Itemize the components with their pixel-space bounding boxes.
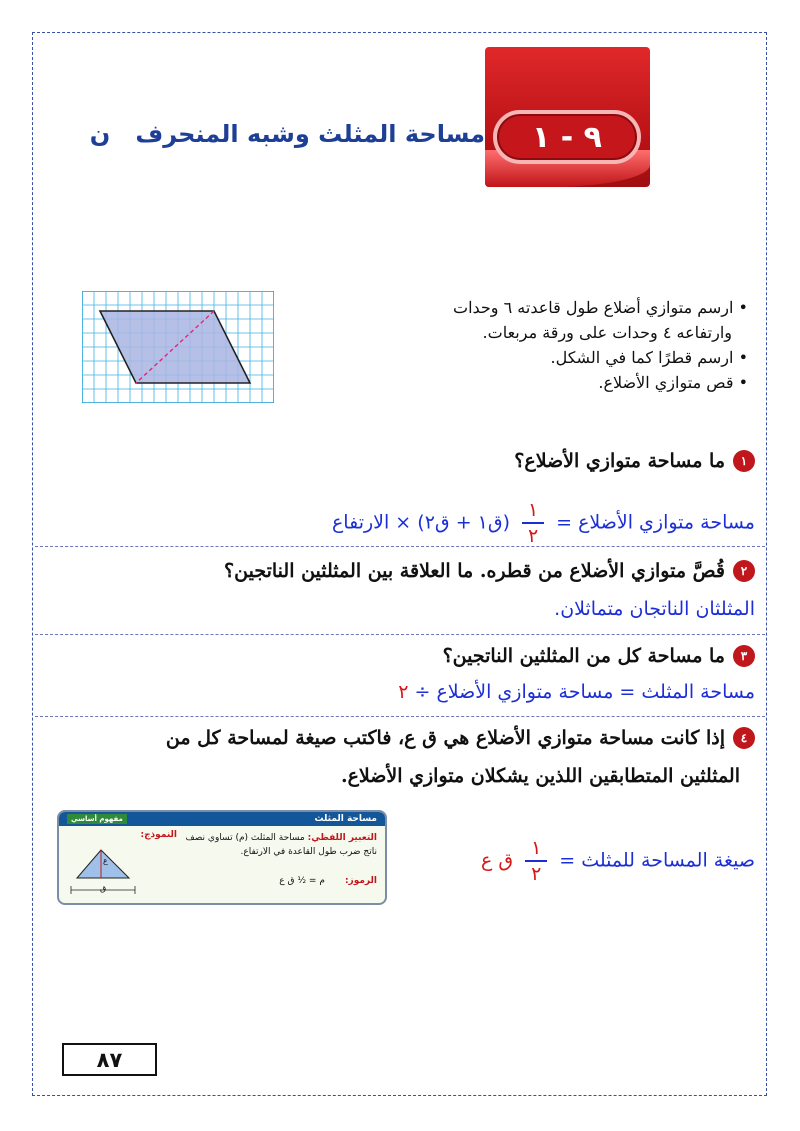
question-3 xyxy=(443,645,755,667)
verbal-label: التعبير اللفظي: xyxy=(307,833,377,843)
model-base: ق xyxy=(100,884,107,893)
fraction-denominator: ٢ xyxy=(527,525,539,547)
answer-4 xyxy=(481,838,755,884)
concept-tag: مفهوم أساسي xyxy=(67,814,127,824)
key-concept-box xyxy=(57,810,387,905)
question-number: ٤ xyxy=(733,727,755,749)
fraction-half xyxy=(525,838,547,884)
answer-1-right: (ق١ + ق٢) × الارتفاع xyxy=(331,511,511,534)
answer-4-right: ق ع xyxy=(481,849,514,872)
question-text: قُصَّ متوازي الأضلاع من قطره. ما العلاقة بين المثلثين الناتجين؟ xyxy=(224,560,725,582)
question-text: ما مساحة متوازي الأضلاع؟ xyxy=(514,450,725,472)
question-number: ٢ xyxy=(733,560,755,582)
lesson-number: ٩ - ١ xyxy=(532,119,602,155)
question-number: ١ xyxy=(733,450,755,472)
question-text: ما مساحة كل من المثلثين الناتجين؟ xyxy=(442,645,725,667)
answer-1 xyxy=(332,500,755,546)
page-number-text: ٨٧ xyxy=(96,1047,123,1072)
fraction-half xyxy=(522,500,544,546)
symbols-label: الرموز: xyxy=(344,876,377,886)
question-4-line2: المثلثين المتطابقين اللذين يشكلان متوازي الأضلاع. xyxy=(340,765,740,787)
divider xyxy=(35,546,765,547)
activity-line: • ارسم متوازي أضلاع طول قاعدته ٦ وحدات xyxy=(453,298,748,317)
answer-4-left: صيغة المساحة للمثلث = xyxy=(559,849,755,872)
activity-line: • ارسم قطرًا كما في الشكل. xyxy=(550,348,748,367)
lesson-title xyxy=(90,120,485,148)
divider xyxy=(35,634,765,635)
lesson-number-badge xyxy=(493,110,641,164)
fraction-numerator: ١ xyxy=(527,499,539,521)
answer-3-text: مساحة المثلث = مساحة متوازي الأضلاع ÷ xyxy=(414,681,755,703)
concept-symbols xyxy=(279,876,377,886)
lesson-title-text: مساحة المثلث وشبه المنحرف xyxy=(135,120,485,148)
verbal-text: مساحة المثلث (م) تساوي نصف ناتج ضرب طول القاعدة في الارتفاع. xyxy=(185,833,377,857)
symbols-text: م = ½ ق ع xyxy=(279,876,325,886)
activity-instructions xyxy=(328,295,748,395)
answer-2: المثلثان الناتجان متماثلان. xyxy=(554,598,755,620)
fraction-numerator: ١ xyxy=(531,837,542,859)
fraction-denominator: ٢ xyxy=(531,863,542,885)
concept-model xyxy=(67,830,177,898)
parallelogram-grid-figure xyxy=(82,291,274,403)
question-number: ٣ xyxy=(733,645,755,667)
question-1 xyxy=(514,450,755,472)
lesson-title-tail: ن xyxy=(89,120,111,148)
answer-3-divisor: ٢ xyxy=(398,681,409,703)
question-4 xyxy=(166,727,755,749)
question-2 xyxy=(224,560,755,582)
answer-3 xyxy=(398,681,755,703)
activity-line: • قص متوازي الأضلاع. xyxy=(598,373,748,392)
concept-verbal xyxy=(177,831,377,859)
question-text: إذا كانت مساحة متوازي الأضلاع هي ق ع، فاكتب صيغة لمساحة كل من xyxy=(165,727,725,749)
answer-1-left: مساحة متوازي الأضلاع = xyxy=(556,511,755,534)
triangle-model-icon xyxy=(67,840,147,900)
page-number xyxy=(62,1043,157,1076)
model-label: النموذج: xyxy=(140,830,177,840)
concept-header: مساحة المثلث xyxy=(314,814,377,824)
divider xyxy=(35,716,765,717)
activity-line: وارتفاعه ٤ وحدات على ورقة مربعات. xyxy=(482,323,732,342)
model-height: ع xyxy=(103,856,108,865)
